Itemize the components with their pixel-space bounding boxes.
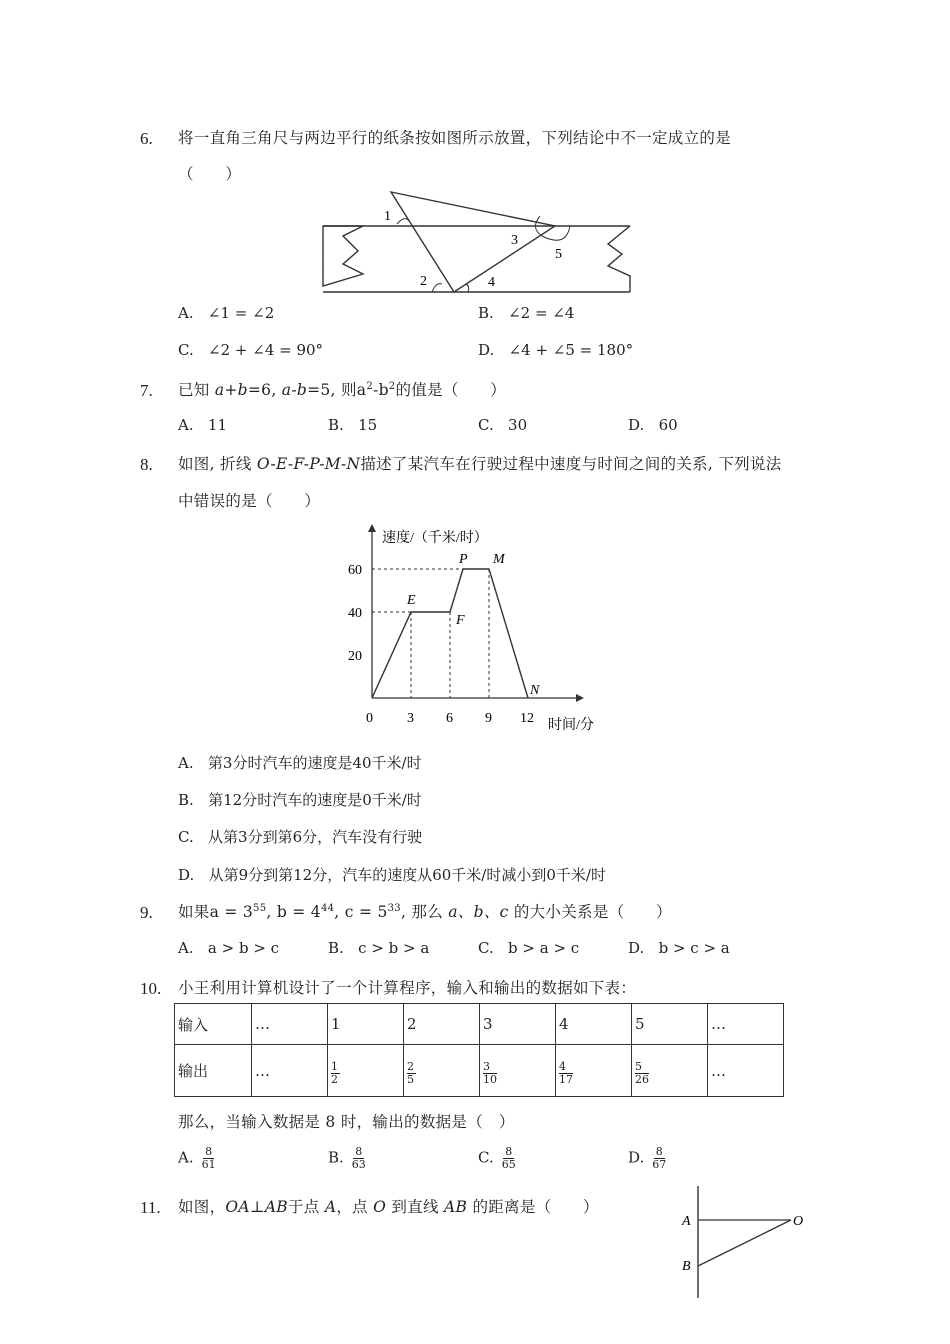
q7-stem: 已知 a+b=6, a-b=5, 则$a^2-b^2$的值是（ ） <box>178 380 507 399</box>
q6-label-1: 1 <box>384 209 391 224</box>
q10-number: 10. <box>140 979 162 998</box>
q8-option-b[interactable]: B. 第12分时汽车的速度是0千米/时 <box>178 791 422 809</box>
q7-number: 7. <box>140 381 153 400</box>
table-cell: 2 <box>404 1004 480 1045</box>
table-cell-fraction: $\frac{4}{17}$ <box>556 1045 632 1097</box>
table-cell: … <box>252 1045 328 1097</box>
q9-option-c[interactable]: C. b > a > c <box>478 939 580 957</box>
q8-option-c[interactable]: C. 从第3分到第6分，汽车没有行驶 <box>178 828 423 846</box>
q10-option-d[interactable]: D. $\frac{8}{67}$ <box>628 1145 667 1171</box>
q11-label-a: A <box>682 1214 691 1229</box>
x-axis-arrow <box>576 694 584 702</box>
q11-label-o: O <box>793 1214 804 1229</box>
q11-label-b: B <box>682 1259 691 1274</box>
x-tick-label: 9 <box>485 711 492 726</box>
q6-option-d[interactable]: D. ∠4 + ∠5 = 180° <box>478 341 634 359</box>
q8-option-a[interactable]: A. 第3分时汽车的速度是40千米/时 <box>178 754 422 772</box>
q9-option-d[interactable]: D. b > c > a <box>628 939 730 957</box>
table-row-input <box>175 1004 784 1045</box>
q6-option-b[interactable]: B. ∠2 = ∠4 <box>478 304 575 322</box>
point-label-e: E <box>407 593 416 608</box>
speed-time-chart <box>340 522 610 734</box>
table-cell-fraction: $\frac{1}{2}$ <box>328 1045 404 1097</box>
y-axis-label: 速度/（千米/时） <box>382 531 488 546</box>
q6-label-3: 3 <box>511 233 518 248</box>
q7-option-a[interactable]: A. 11 <box>178 416 228 434</box>
segment-ob <box>698 1220 791 1266</box>
q6-triangle <box>391 192 555 292</box>
origin-label: 0 <box>366 711 373 726</box>
x-tick-label: 6 <box>446 711 453 726</box>
table-cell: … <box>708 1004 784 1045</box>
table-row-output <box>175 1045 784 1097</box>
q6-stem: 将一直角三角尺与两边平行的纸条按如图所示放置，下列结论中不一定成立的是 <box>178 129 732 147</box>
x-tick-label: 12 <box>520 711 534 726</box>
q6-option-c[interactable]: C. ∠2 + ∠4 = 90° <box>178 341 324 359</box>
table-cell-fraction: $\frac{5}{26}$ <box>632 1045 708 1097</box>
table-cell: … <box>252 1004 328 1045</box>
q10-option-a[interactable]: A. $\frac{8}{61}$ <box>178 1145 216 1171</box>
q6-number: 6. <box>140 129 153 148</box>
q8-option-d[interactable]: D. 从第9分到第12分，汽车的速度从60千米/时减小到0千米/时 <box>178 866 606 884</box>
q8-stem: 如图, 折线 O-E-F-P-M-N描述了某汽车在行驶过程中速度与时间之间的关系, 下列说法 <box>178 455 782 473</box>
y-tick-label: 60 <box>348 563 362 578</box>
q10-question: 那么，当输入数据是 8 时，输出的数据是（ ） <box>178 1113 515 1131</box>
point-label-p: P <box>459 552 468 567</box>
q7-option-b[interactable]: B. 15 <box>328 416 378 434</box>
q7-option-d[interactable]: D. 60 <box>628 416 678 434</box>
q10-stem: 小王利用计算机设计了一个计算程序，输入和输出的数据如下表： <box>178 979 637 997</box>
q7-option-c[interactable]: C. 30 <box>478 416 528 434</box>
q11-figure <box>676 1182 816 1302</box>
q9-number: 9. <box>140 903 153 922</box>
q8-stem-line2: 中错误的是（ ） <box>178 492 321 510</box>
q11-number: 11. <box>140 1198 161 1217</box>
q6-label-5: 5 <box>555 247 562 262</box>
y-tick-label: 20 <box>348 649 362 664</box>
table-cell: 3 <box>480 1004 556 1045</box>
q11-stem: 如图，OA⊥AB于点 A，点 O 到直线 AB 的距离是（ ） <box>178 1198 599 1216</box>
table-cell: 1 <box>328 1004 404 1045</box>
q6-paren: （ ） <box>178 165 242 183</box>
io-table <box>174 1003 784 1097</box>
point-label-m: M <box>493 552 505 567</box>
point-label-f: F <box>456 613 465 628</box>
x-axis-label: 时间/分 <box>548 718 594 733</box>
table-cell: 输入 <box>175 1004 252 1045</box>
q8-number: 8. <box>140 455 153 474</box>
table-cell: 5 <box>632 1004 708 1045</box>
point-label-n: N <box>530 683 540 698</box>
table-cell: 输出 <box>175 1045 252 1097</box>
q6-figure <box>318 186 638 298</box>
y-tick-label: 40 <box>348 606 362 621</box>
table-cell-fraction: $\frac{2}{5}$ <box>404 1045 480 1097</box>
table-cell-fraction: $\frac{3}{10}$ <box>480 1045 556 1097</box>
table-cell: … <box>708 1045 784 1097</box>
q9-stem: 如果$a = 3^{55}$, $b = 4^{44}$, $c = 5^{33}$, 那么 a、b、c 的大小关系是（ ） <box>178 902 672 921</box>
q6-label-4: 4 <box>488 275 495 290</box>
y-axis-arrow <box>368 524 376 532</box>
q9-option-a[interactable]: A. a > b > c <box>178 939 280 957</box>
q10-option-b[interactable]: B. $\frac{8}{63}$ <box>328 1145 366 1171</box>
x-tick-label: 3 <box>407 711 414 726</box>
q6-option-a[interactable]: A. ∠1 = ∠2 <box>178 304 275 322</box>
q10-option-c[interactable]: C. $\frac{8}{65}$ <box>478 1145 516 1171</box>
q6-label-2: 2 <box>420 274 427 289</box>
table-cell: 4 <box>556 1004 632 1045</box>
q9-option-b[interactable]: B. c > b > a <box>328 939 430 957</box>
